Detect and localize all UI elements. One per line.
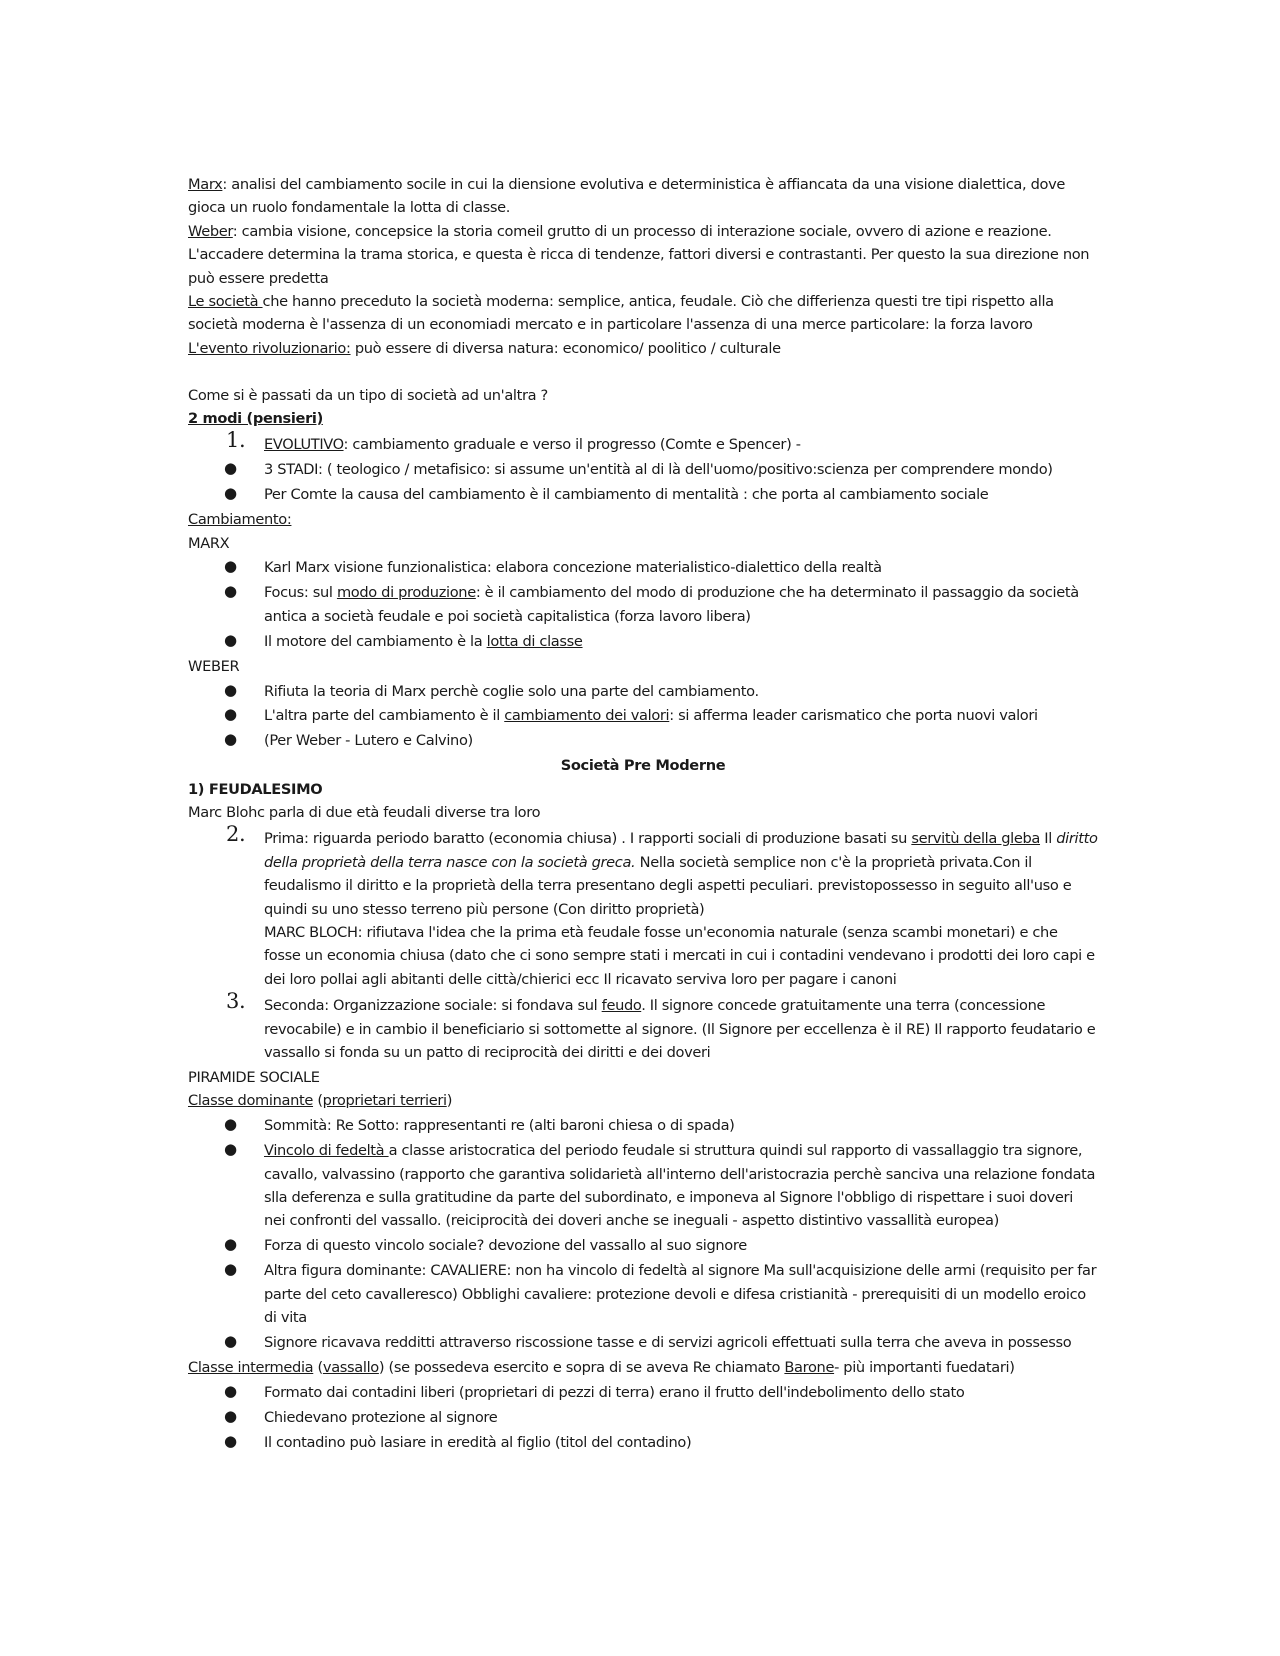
bullet-icon: ● (224, 1431, 237, 1450)
evolutivo-item (188, 428, 1098, 456)
list-item-text: Formato dai contadini liberi (proprietari di pezzi di terra) erano il frutto dell'indebolimento dello stato (264, 1383, 965, 1401)
servitu-gleba-term: servitù della gleba (911, 830, 1041, 848)
premoderne-title: Società Pre Moderne (560, 757, 726, 775)
bullet-icon: ● (224, 484, 237, 503)
list-item (188, 556, 1098, 579)
list-item-text: a classe aristocratica del periodo feudale si struttura quindi sul rapporto di vassallaggio tra signore, cavallo, valvassino (rapporto che garantiva solidarietà all'interno dell'aristocrazia perchè sanciva una relazione fondata slla deferenza e sulla gratitudine da parte del subordinato, e imponeva al Signore l'obbligo di rispettare i suoi doveri nei confronti del vassallo. (reiciprocità dei doveri anche se ineguali - aspetto distintivo vassallità europea) (264, 1142, 1096, 1230)
list-item (188, 581, 1098, 628)
list-item-text: Il motore del cambiamento è la (264, 632, 487, 650)
list-item (188, 1431, 1098, 1454)
document-page (188, 173, 1098, 1456)
list-number: 3. (226, 989, 246, 1014)
paren-text: ( (313, 1092, 323, 1110)
list-item-text: Rifiuta la teoria di Marx perchè coglie solo una parte del cambiamento. (264, 682, 759, 700)
prima-eta-item (188, 822, 1098, 991)
list-item-text: Karl Marx visione funzionalistica: elabora concezione materialistico-dialettico della realtà (264, 559, 882, 577)
bullet-icon: ● (224, 582, 237, 601)
list-item-text: : si afferma leader carismatico che porta nuovi valori (669, 707, 1038, 725)
bloch-paragraph: MARC BLOCH: rifiutava l'idea che la prima età feudale fosse un'economia naturale (senza scambi monetari) e che fosse un economia chiusa (dato che ci sono sempre stati i mercati in cui i contadini vendevano i prodotti dei loro capi e dei loro pollai agli abitanti delle città/chierici ecc Il ricavato serviva loro per pagare i canoni (264, 924, 1095, 988)
bullet-icon: ● (224, 680, 237, 699)
diritto-italic-text: diritto della proprietà della terra nasce con la società greca. (264, 830, 1098, 871)
list-item (188, 1259, 1098, 1329)
list-item-text: Signore ricavava redditti attraverso riscossione tasse e di servizi agricoli effettuati sulla terra che aveva in possesso (264, 1333, 1072, 1351)
bullet-icon: ● (224, 1381, 237, 1400)
evento-text: può essere di diversa natura: economico/ poolitico / culturale (350, 339, 781, 357)
bullet-icon: ● (224, 1406, 237, 1425)
list-item (188, 483, 1098, 506)
list-item (188, 1381, 1098, 1404)
blank-line (188, 360, 1098, 383)
evolutivo-term: EVOLUTIVO (264, 436, 344, 454)
list-item-text: 3 STADI: ( teologico / metafisico: si assume un'entità al di là dell'uomo/positivo:scienza per comprendere mondo) (264, 461, 1053, 479)
seconda-text: Seconda: Organizzazione sociale: si fondava sul (264, 997, 602, 1015)
list-item (188, 1139, 1098, 1233)
list-item-text: L'altra parte del cambiamento è il (264, 707, 505, 725)
marx-paragraph (188, 173, 1098, 220)
feudalesimo-intro: Marc Blohc parla di due età feudali diverse tra loro (188, 804, 541, 822)
intermedia-text: - più importanti fuedatari) (834, 1358, 1015, 1376)
list-number: 1. (226, 428, 246, 453)
lotta-classe-term: lotta di classe (486, 632, 583, 650)
list-item (188, 704, 1098, 727)
bullet-icon: ● (224, 459, 237, 478)
list-item-text: Sommità: Re Sotto: rappresentanti re (alti baroni chiesa o di spada) (264, 1117, 735, 1135)
vincolo-fedelta-term: Vincolo di fedeltà (264, 1142, 389, 1160)
list-item (188, 630, 1098, 653)
list-item-text: : è il cambiamento del modo di produzione che ha determinato il passaggio da società antica a società feudale e poi società capitalistica (forza lavoro libera) (264, 584, 1079, 625)
list-item (188, 680, 1098, 703)
list-item-text: Altra figura dominante: CAVALIERE: non ha vincolo di fedeltà al signore Ma sull'acquisizione delle armi (requisito per far parte del ceto cavalleresco) Obblighi cavaliere: protezione devoli e difesa cristianità - prerequisiti di un modello eroico di vita (264, 1262, 1097, 1327)
bullet-icon: ● (224, 1235, 237, 1254)
vassallo-term: vassallo (322, 1358, 379, 1376)
feudo-term: feudo (601, 997, 642, 1015)
piramide-heading: PIRAMIDE SOCIALE (188, 1069, 320, 1087)
list-item (188, 1406, 1098, 1429)
bullet-icon: ● (224, 1115, 237, 1134)
prima-text: Prima: riguarda periodo baratto (economia chiusa) . I rapporti sociali di produzione basati su (264, 830, 912, 848)
evolutivo-text: : cambiamento graduale e verso il progresso (Comte e Spencer) - (343, 436, 801, 454)
bullet-icon: ● (224, 1140, 237, 1159)
weber-term: Weber (188, 222, 233, 240)
list-item (188, 729, 1098, 752)
cambiamento-valori-term: cambiamento dei valori (504, 707, 670, 725)
list-item-text: Chiedevano protezione al signore (264, 1408, 498, 1426)
bullet-icon: ● (224, 1331, 237, 1350)
classe-dominante-line (188, 1089, 1098, 1112)
paren-text: ) (446, 1092, 453, 1110)
marx-heading: MARX (188, 534, 230, 552)
bullet-icon: ● (224, 630, 237, 649)
list-item-text: Focus: sul (264, 584, 337, 602)
modo-produzione-term: modo di produzione (336, 584, 476, 602)
classe-intermedia-term: Classe intermedia (188, 1358, 314, 1376)
marx-term: Marx (188, 176, 223, 193)
prima-text: Nella società semplice non c'è la proprietà privata.Con il feudalismo il diritto e la proprietà della terra presentano degli aspetti peculiari. previstopossesso in seguito all'uso e quindi su uno stesso terreno più persone (Con diritto proprietà) (264, 853, 1072, 918)
accadere-paragraph: L'accadere determina la trama storica, e questa è ricca di tendenze, fattori diversi e contrastanti. Per questo la sua direzione non può essere predetta (188, 246, 1090, 287)
list-item (188, 1234, 1098, 1257)
proprietari-terrieri-term: proprietari terrieri (322, 1092, 447, 1110)
classe-intermedia-line (188, 1356, 1098, 1379)
question-line: Come si è passati da un tipo di società ad un'altra ? (188, 386, 548, 404)
feudalesimo-heading: 1) FEUDALESIMO (188, 780, 323, 798)
evento-term: L'evento rivoluzionario: (188, 339, 351, 357)
bullet-icon: ● (224, 1260, 237, 1279)
weber-paragraph (188, 220, 1098, 243)
bullet-icon: ● (224, 730, 237, 749)
marx-text: : analisi del cambiamento socile in cui la diensione evolutiva e deterministica è affiancata da una visione dialettica, dove gioca un ruolo fondamentale la lotta di classe. (188, 176, 1066, 217)
societa-paragraph (188, 290, 1098, 337)
list-item-text: Forza di questo vincolo sociale? devozione del vassallo al suo signore (264, 1237, 747, 1255)
societa-term: Le società (188, 293, 263, 311)
cambiamento-heading: Cambiamento: (188, 511, 292, 529)
paren-text: ( (313, 1358, 323, 1376)
intermedia-text: ) (se possedeva esercito e sopra di se aveva Re chiamato (378, 1358, 785, 1376)
seconda-eta-item (188, 989, 1098, 1064)
list-item (188, 1114, 1098, 1137)
prima-text: Il (1040, 830, 1057, 848)
weber-heading: WEBER (188, 657, 240, 675)
list-item-text: Il contadino può lasiare in eredità al figlio (titol del contadino) (264, 1433, 692, 1451)
list-item-text: Per Comte la causa del cambiamento è il cambiamento di mentalità : che porta al cambiamento sociale (264, 486, 989, 504)
list-item-text: (Per Weber - Lutero e Calvino) (264, 732, 473, 750)
classe-dominante-term: Classe dominante (188, 1092, 314, 1110)
barone-term: Barone (784, 1358, 835, 1376)
evento-paragraph (188, 337, 1098, 360)
list-item (188, 458, 1098, 481)
list-number: 2. (226, 822, 246, 847)
bullet-icon: ● (224, 557, 237, 576)
seconda-text: . Il signore concede gratuitamente una terra (concessione revocabile) e in cambio il beneficiario si sottomette al signore. (Il Signore per eccellenza è il RE) Il rapporto feudatario e vassallo si fonda su un patto di reciprocità dei diritti e dei doveri (264, 997, 1096, 1062)
weber-text: : cambia visione, concepsice la storia comeil grutto di un processo di interazione sociale, ovvero di azione e reazione. (232, 222, 1052, 240)
bullet-icon: ● (224, 705, 237, 724)
list-item (188, 1331, 1098, 1354)
societa-text: che hanno preceduto la società moderna: semplice, antica, feudale. Ciò che differienza questi tre tipi rispetto alla società moderna è l'assenza di un economiadi mercato e in particolare l'assenza di una merce particolare: la forza lavoro (188, 293, 1054, 334)
modi-heading: 2 modi (pensieri) (188, 410, 323, 428)
